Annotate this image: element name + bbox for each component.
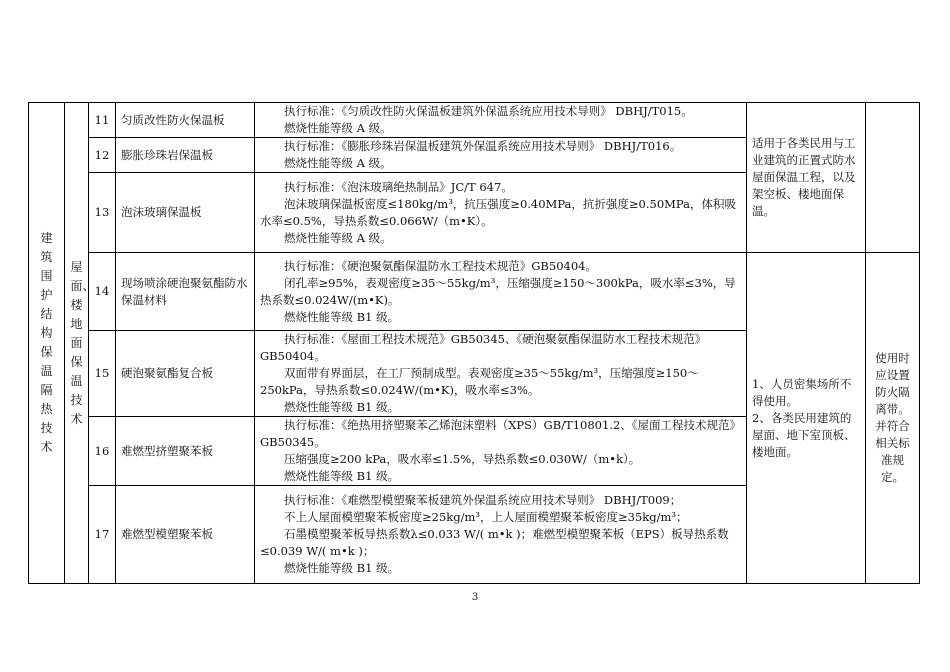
row-number: 11 xyxy=(89,103,116,138)
page-number: 3 xyxy=(471,592,479,603)
product-name: 难燃型模塑聚苯板 xyxy=(116,486,255,584)
product-description: 执行标准：《硬泡聚氨酯保温防水工程技术规范》GB50404。 闭孔率≥95%，表观密度≥35～55kg/m³，压缩强度≥150～300kPa，吸水率≤3%，导热系数≤0.024W/(m•K)。 燃烧性能等级 B1 级。 xyxy=(255,253,747,331)
scope-cell: 适用于各类民用与工业建筑的正置式防水屋面保温工程，以及架空板、楼地面保温。 xyxy=(747,103,866,253)
product-description: 执行标准：《屋面工程技术规范》GB50345、《硬泡聚氨酯保温防水工程技术规范》GB50404。 双面带有界面层，在工厂预制成型。表观密度≥35～55kg/m³，压缩强度≥150～250kPa，导热系数≤0.024W/(m•K)，吸水率≤3%。 燃烧性能等级 B1 级。 xyxy=(255,331,747,417)
product-description: 执行标准：《绝热用挤塑聚苯乙烯泡沫塑料（XPS）GB/T10801.2、《屋面工程技术规范》GB50345。 压缩强度≥200 kPa，吸水率≤1.5%，导热系数≤0.030W/（m•k）。 燃烧性能等级 B1 级。 xyxy=(255,417,747,486)
table-row xyxy=(29,103,920,138)
row-number: 13 xyxy=(89,173,116,253)
product-name: 膨胀珍珠岩保温板 xyxy=(116,138,255,173)
product-name: 难燃型挤塑聚苯板 xyxy=(116,417,255,486)
table-row xyxy=(29,253,920,331)
product-name: 泡沫玻璃保温板 xyxy=(116,173,255,253)
row-number: 12 xyxy=(89,138,116,173)
scope-cell: 1、人员密集场所不得使用。 2、各类民用建筑的屋面、地下室顶板、楼地面。 xyxy=(747,253,866,584)
row-number: 17 xyxy=(89,486,116,584)
note-cell: 使用时应设置防火隔离带。并符合相关标准规定。 xyxy=(866,253,920,584)
note-cell-empty xyxy=(866,103,920,253)
product-name: 匀质改性防火保温板 xyxy=(116,103,255,138)
product-description: 执行标准：《难燃型模塑聚苯板建筑外保温系统应用技术导则》 DBHJ/T009； 不上人屋面模塑聚苯板密度≥25kg/m³，上人屋面模塑聚苯板密度≥35kg/m³； 石墨模塑聚苯板导热系数λ≤0.033 W/( m•k )；难燃型模塑聚苯板（EPS）板导热系数≤0.039 W/( m•k )； 燃烧性能等级 B1 级。 xyxy=(255,486,747,584)
subcategory-cell: 屋面、楼地面保温技术 xyxy=(65,103,89,584)
product-description: 执行标准：《匀质改性防火保温板建筑外保温系统应用技术导则》 DBHJ/T015。 燃烧性能等级 A 级。 xyxy=(255,103,747,138)
insulation-spec-table xyxy=(28,102,920,584)
product-description: 执行标准：《泡沫玻璃绝热制品》JC/T 647。 泡沫玻璃保温板密度≤180kg/m³，抗压强度≥0.40MPa，抗折强度≥0.50MPa，体积吸水率≤0.5%，导热系数≤0.066W/（m•K）。 燃烧性能等级 A 级。 xyxy=(255,173,747,253)
product-name: 现场喷涂硬泡聚氨酯防水保温材料 xyxy=(116,253,255,331)
product-description: 执行标准：《膨胀珍珠岩保温板建筑外保温系统应用技术导则》 DBHJ/T016。 燃烧性能等级 A 级。 xyxy=(255,138,747,173)
row-number: 15 xyxy=(89,331,116,417)
row-number: 14 xyxy=(89,253,116,331)
row-number: 16 xyxy=(89,417,116,486)
product-name: 硬泡聚氨酯复合板 xyxy=(116,331,255,417)
category-cell: 建筑围护结构保温隔热技术 xyxy=(29,103,65,584)
